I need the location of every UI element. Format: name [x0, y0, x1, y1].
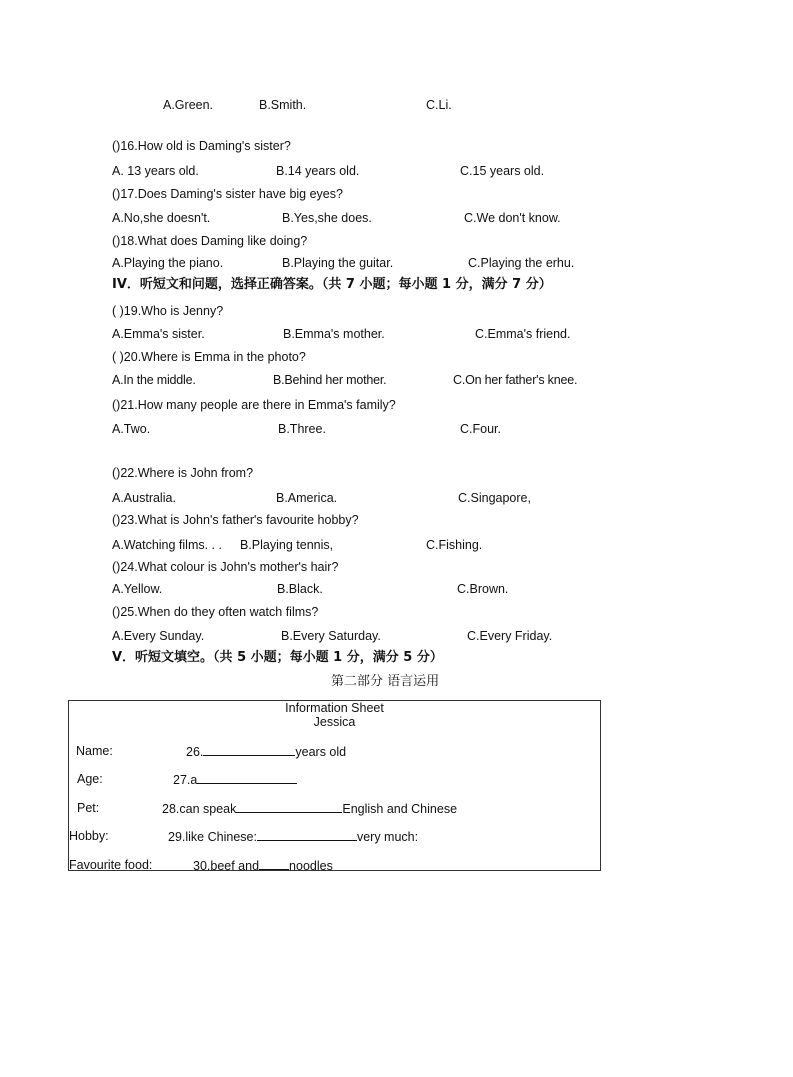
- option-a: A.Emma's sister.: [112, 327, 205, 341]
- option-c: C.On her father's knee.: [453, 373, 578, 387]
- option-a: A.Australia.: [112, 491, 176, 505]
- row-26-prefix: 26.: [186, 745, 204, 759]
- option-a: A.No,she doesn't.: [112, 211, 211, 225]
- question-18: ()18.What does Daming like doing?: [112, 234, 308, 248]
- option-a: A. 13 years old.: [112, 164, 199, 178]
- option-b: B.Every Saturday.: [281, 629, 381, 643]
- option-a: A.Green.: [163, 98, 214, 112]
- row-29: [168, 829, 418, 844]
- row-30: [193, 858, 333, 873]
- answer-blank-27[interactable]: [197, 772, 297, 784]
- row-label-age: Age:: [77, 772, 103, 786]
- option-c: C.Every Friday.: [467, 629, 553, 643]
- option-c: C.Li.: [426, 98, 452, 112]
- question-22: ()22.Where is John from?: [112, 466, 254, 480]
- answer-blank-28[interactable]: [236, 801, 342, 813]
- option-c: C.15 years old.: [460, 164, 545, 178]
- section-5-heading: V．听短文填空。（共 5 小题；每小题 1 分，满分 5 分）: [112, 650, 443, 665]
- question-24: ()24.What colour is John's mother's hair?: [112, 560, 339, 574]
- info-sheet-subtitle: Jessica: [313, 715, 356, 729]
- question-16: ()16.How old is Daming's sister?: [112, 139, 291, 153]
- row-30-prefix: 30.beef and: [193, 859, 260, 873]
- row-26-suffix: years old: [295, 745, 347, 759]
- answer-blank-29[interactable]: [257, 829, 357, 841]
- part-2-heading: 第二部分 语言运用: [331, 674, 440, 689]
- option-a: A.Playing the piano.: [112, 256, 224, 270]
- information-sheet-table: [68, 700, 601, 871]
- option-a: A.Yellow.: [112, 582, 163, 596]
- option-b: B.Playing the guitar.: [282, 256, 394, 270]
- row-28-prefix: 28.can speak: [162, 802, 237, 816]
- option-c: C.Playing the erhu.: [468, 256, 575, 270]
- option-b: B.Black.: [277, 582, 323, 596]
- option-c: C.We don't know.: [464, 211, 561, 225]
- option-c: C.Emma's friend.: [475, 327, 571, 341]
- info-sheet-title: Information Sheet: [285, 701, 384, 715]
- row-29-suffix: very much:: [356, 830, 419, 844]
- question-23: ()23.What is John's father's favourite hobby?: [112, 513, 359, 527]
- option-b: B.Three.: [278, 422, 326, 436]
- row-26: [186, 744, 346, 759]
- option-c: C.Four.: [460, 422, 501, 436]
- question-17: ()17.Does Daming's sister have big eyes?: [112, 187, 343, 201]
- row-28-suffix: English and Chinese: [342, 802, 458, 816]
- option-b: B.Emma's mother.: [283, 327, 385, 341]
- option-b: B.Behind her mother.: [273, 373, 387, 387]
- question-21: ()21.How many people are there in Emma's family?: [112, 398, 396, 412]
- question-20: ( )20.Where is Emma in the photo?: [112, 350, 306, 364]
- row-27: [173, 772, 297, 787]
- option-c: C.Brown.: [457, 582, 509, 596]
- row-28: [162, 801, 457, 816]
- row-27-prefix: 27.a: [173, 773, 198, 787]
- answer-blank-26[interactable]: [203, 744, 295, 756]
- row-label-favourite-food: Favourite food:: [69, 858, 153, 872]
- row-30-suffix: noodles: [289, 859, 333, 873]
- row-label-name: Name:: [76, 744, 113, 758]
- option-c: C.Singapore,: [458, 491, 531, 505]
- row-label-hobby: Hobby:: [69, 829, 109, 843]
- option-b: B.America.: [276, 491, 338, 505]
- question-19: ( )19.Who is Jenny?: [112, 304, 224, 318]
- section-4-heading: IV．听短文和问题，选择正确答案。（共 7 小题；每小题 1 分，满分 7 分）: [112, 277, 552, 292]
- option-a: A.In the middle.: [112, 373, 196, 387]
- row-29-prefix: 29.like Chinese:: [168, 830, 257, 844]
- option-b: B.Playing tennis,: [240, 538, 334, 552]
- option-c: C.Fishing.: [426, 538, 483, 552]
- option-a: A.Watching films. . .: [112, 538, 222, 552]
- row-label-pet: Pet:: [77, 801, 100, 815]
- option-b: B.Smith.: [259, 98, 307, 112]
- question-25: ()25.When do they often watch films?: [112, 605, 319, 619]
- option-b: B.14 years old.: [276, 164, 360, 178]
- option-a: A.Two.: [112, 422, 151, 436]
- option-a: A.Every Sunday.: [112, 629, 205, 643]
- option-b: B.Yes,she does.: [282, 211, 372, 225]
- answer-blank-30[interactable]: [259, 858, 289, 870]
